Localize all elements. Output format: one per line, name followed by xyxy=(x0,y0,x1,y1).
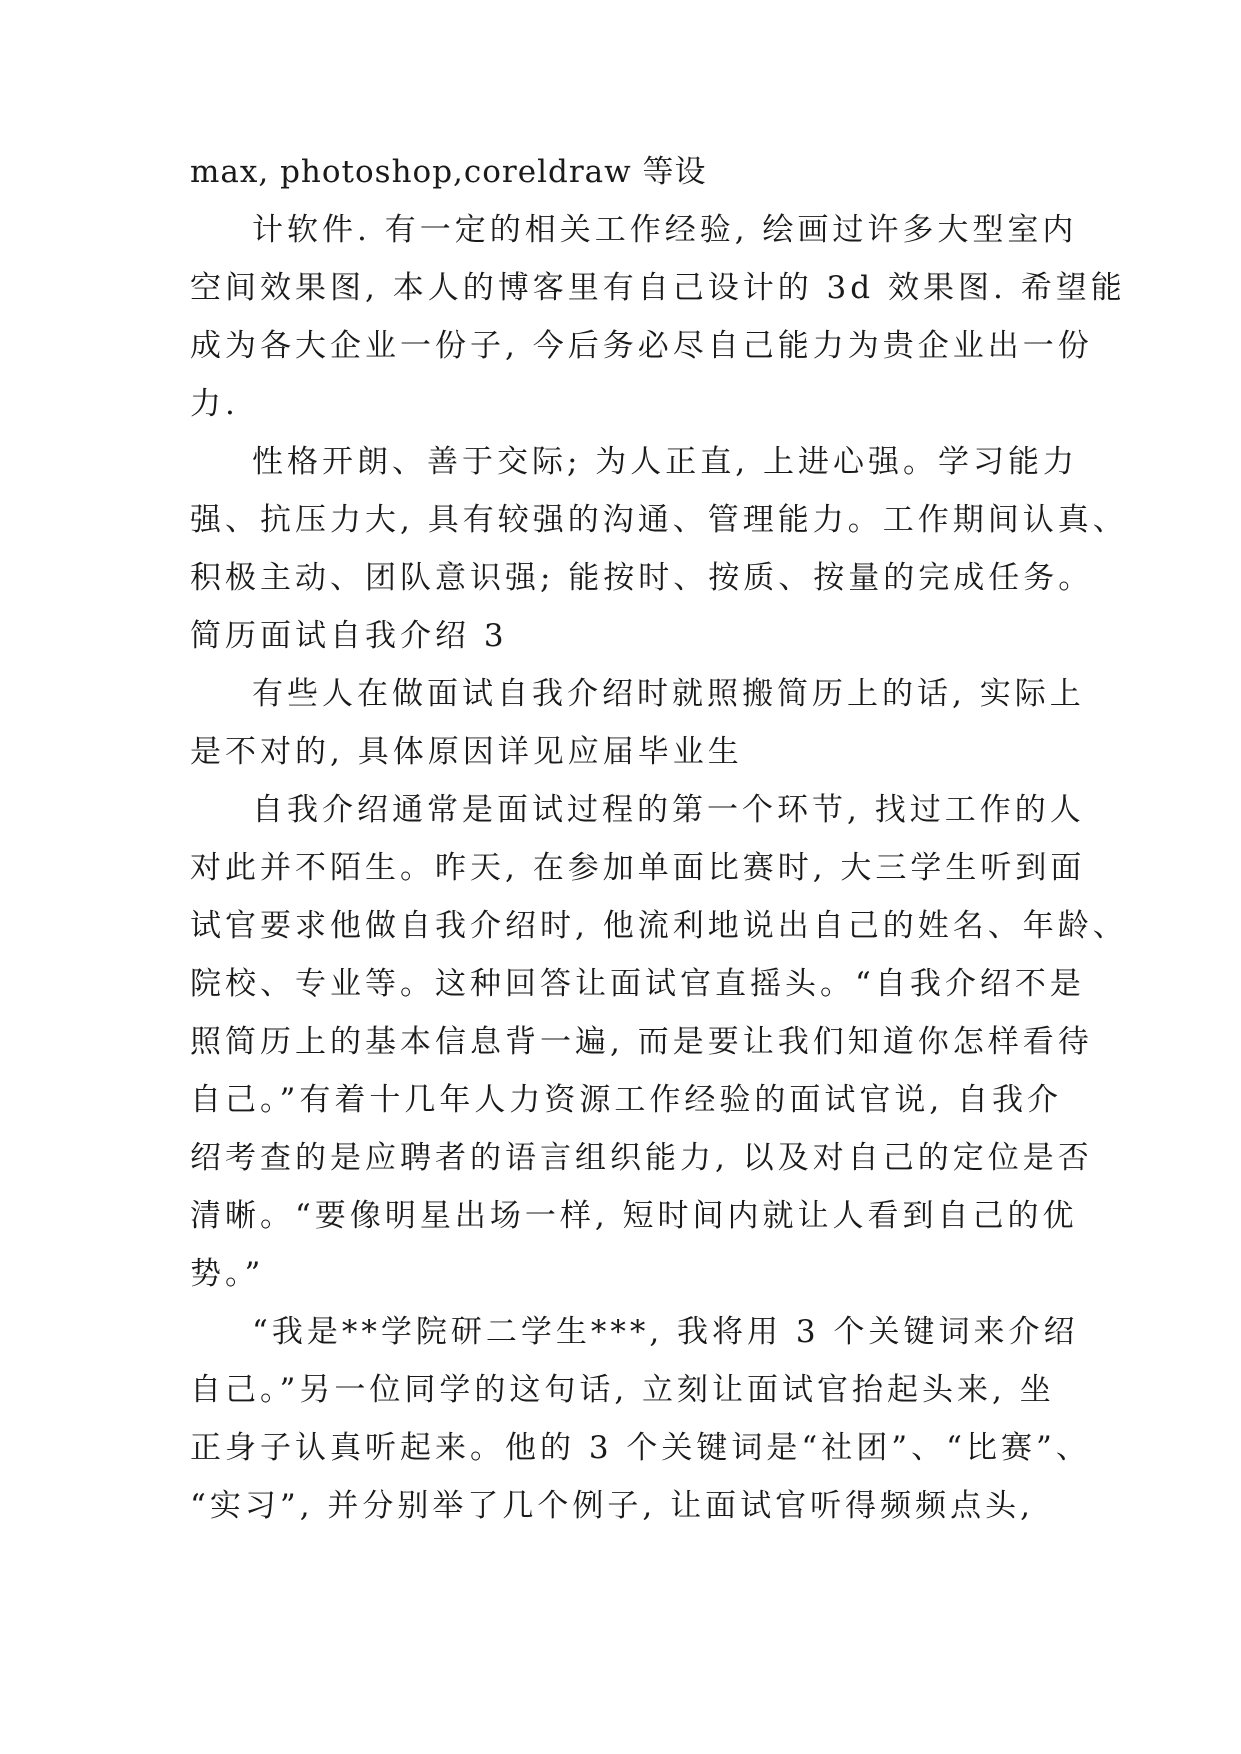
text-line-13: 对此并不陌生。昨天, 在参加单面比赛时, 大三学生听到面 xyxy=(190,850,1086,886)
text-line-10: 有些人在做面试自我介绍时就照搬简历上的话, 实际上 xyxy=(252,676,1085,712)
text-line-16: 照简历上的基本信息背一遍, 而是要让我们知道你怎样看待 xyxy=(190,1024,1093,1060)
text-line-22: 自己。”另一位同学的这句话, 立刻让面试官抬起头来, 坐 xyxy=(190,1372,1055,1408)
text-line-17: 自己。”有着十几年人力资源工作经验的面试官说, 自我介 xyxy=(190,1082,1063,1118)
text-line-1: max, photoshop,coreldraw 等设 xyxy=(190,154,707,190)
text-line-15: 院校、专业等。这种回答让面试官直摇头。“自我介绍不是 xyxy=(190,966,1085,1002)
text-line-5: 力. xyxy=(190,386,239,422)
text-line-8: 积极主动、团队意识强; 能按时、按质、按量的完成任务。 xyxy=(190,560,1094,596)
text-line-20: 势。” xyxy=(190,1256,265,1292)
text-line-23: 正身子认真听起来。他的 3 个关键词是“社团”、“比赛”、 xyxy=(190,1430,1091,1466)
text-line-7: 强、抗压力大, 具有较强的沟通、管理能力。工作期间认真、 xyxy=(190,502,1128,538)
text-line-18: 绍考查的是应聘者的语言组织能力, 以及对自己的定位是否 xyxy=(190,1140,1093,1176)
section-heading: 简历面试自我介绍 3 xyxy=(190,618,508,654)
text-line-4: 成为各大企业一份子, 今后务必尽自己能力为贵企业出一份 xyxy=(190,328,1093,364)
text-line-2: 计软件. 有一定的相关工作经验, 绘画过许多大型室内 xyxy=(252,212,1078,248)
text-line-3: 空间效果图, 本人的博客里有自己设计的 3d 效果图. 希望能 xyxy=(190,270,1126,306)
text-line-12: 自我介绍通常是面试过程的第一个环节, 找过工作的人 xyxy=(252,792,1085,828)
text-line-21: “我是**学院研二学生***, 我将用 3 个关键词来介绍 xyxy=(252,1314,1079,1350)
text-line-19: 清晰。“要像明星出场一样, 短时间内就让人看到自己的优 xyxy=(190,1198,1078,1234)
text-line-24: “实习”, 并分别举了几个例子, 让面试官听得频频点头, xyxy=(190,1488,1034,1524)
text-line-14: 试官要求他做自我介绍时, 他流利地说出自己的姓名、年龄、 xyxy=(190,908,1128,944)
text-line-11: 是不对的, 具体原因详见应届毕业生 xyxy=(190,734,743,770)
text-line-6: 性格开朗、善于交际; 为人正直, 上进心强。学习能力 xyxy=(252,444,1079,480)
